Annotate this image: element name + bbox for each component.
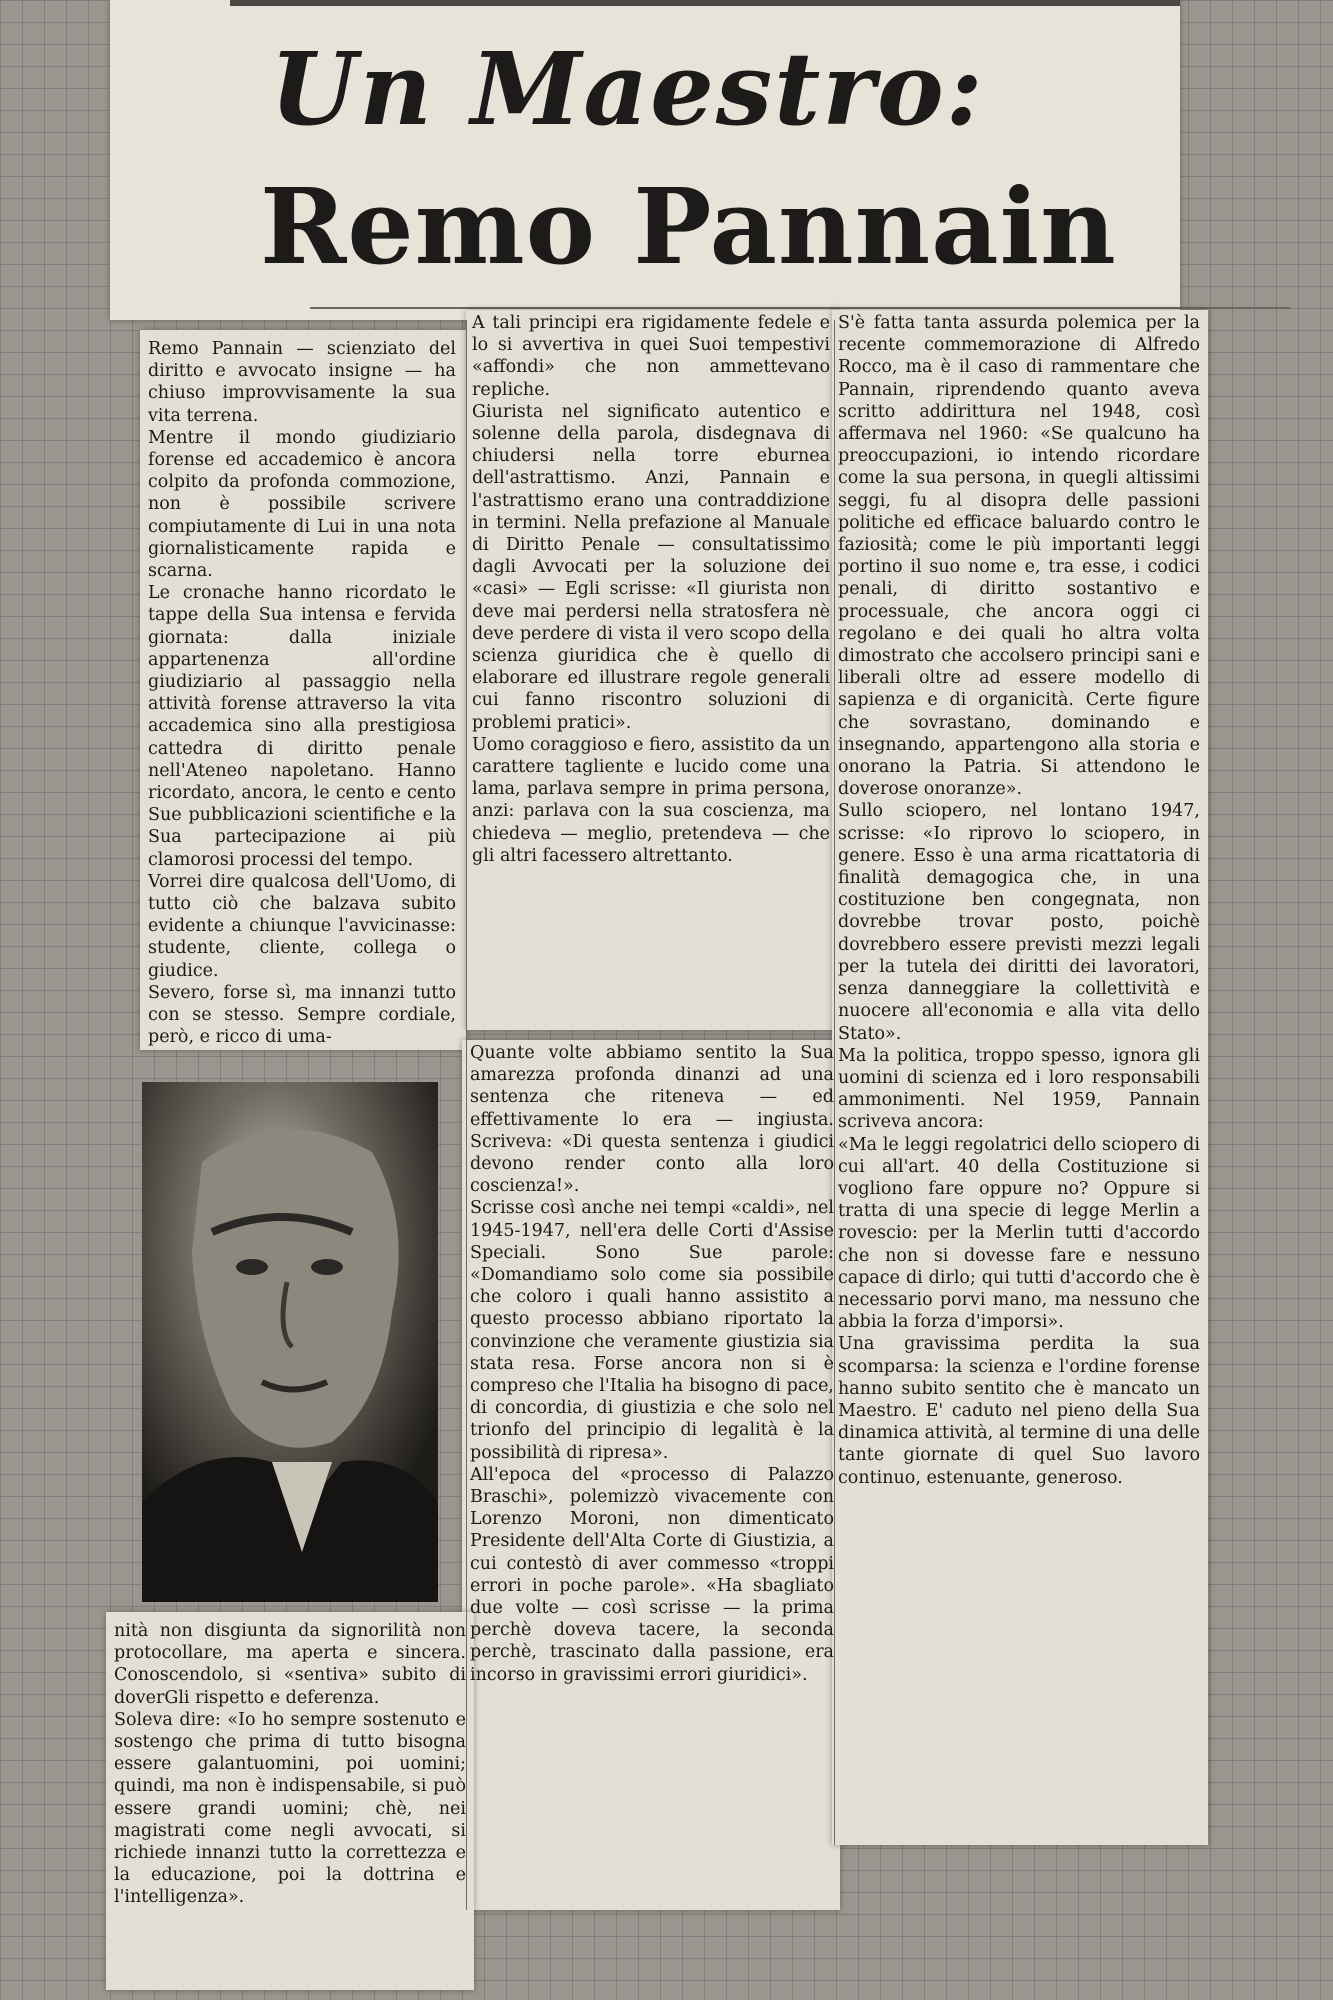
- article-column-3: S'è fatta tanta assurda polemica per la recente commemorazione di Alfredo Rocco, ma è il caso di rammentare che Pannain, riprendendo quanto aveva scritto addirittura nel 1948, così affermava nel 1960: «Se qualcuno ha preoccupazioni, io intendo ricordare come la sua persona, in quegli altissimi seggi, fu al disopra delle passioni politiche ed efficace baluardo contro le faziosità; come le più importanti leggi portino il suo nome e, tra esse, i codici penali, di diritto sostantivo e processuale, che ancora oggi ci regolano e dei quali ho altra volta dimostrato che accolsero principi sani e liberali oltre ad essere modello di sapienza e di organicità. Certe figure che sovrastano, dominando e insegnando, appartengono alla storia e onorano la Patria. Si attendono le doverose onoranze». Sullo sciopero, nel lontano 1947, scrisse: «Io riprovo lo sciopero, in genere. Esso è una arma ricattatoria di finalità demagogica che, in una costituzione ben congegnata, non dovrebbe trovar posto, poichè dovrebbero essere previsti mezzi legali per la tutela dei diritti dei lavoratori, senza danneggiare la collettività e nuocere all'economia e alla vita dello Stato». Ma la politica, troppo spesso, ignora gli uomini di scienza ed i loro responsabili ammonimenti. Nel 1959, Pannain scriveva ancora: «Ma le leggi regolatrici dello sciopero di cui all'art. 40 della Costituzione si vogliono fare oppure no? Oppure si tratta di una specie di legge Merlin a rovescio: per la Merlin tutti d'accordo che non si dovesse fare e nessuno capace di dirlo; qui tutti d'accordo che è necessario porvi mano, ma nessuno che abbia la forza d'imporsi». Una gravissima perdita la sua scomparsa: la scienza e l'ordine forense hanno subito sentito che è mancato un Maestro. E' caduto nel pieno della Sua dinamica attività, al termine di una delle tante giornate di quel Suo lavoro continuo, estenuante, generoso.: [838, 313, 1200, 1488]
- headline-line-2: Remo Pannain: [260, 165, 1117, 288]
- title-clipping: [110, 0, 1180, 320]
- portrait-image: [142, 1082, 438, 1602]
- column-divider-1: [466, 320, 467, 1910]
- article-column-2-bottom: Quante volte abbiamo sentito la Sua amarezza profonda dinanzi ad una sentenza che riteneva — ed effettivamente lo era — ingiusta. Scriveva: «Di questa sentenza i giudici devono render conto alla loro coscienza!». Scrisse così anche nei tempi «caldi», nel 1945-1947, nell'era delle Corti d'Assise Speciali. Sono Sue parole: «Domandiamo solo come sia possibile che coloro i quali hanno assistito a questo processo abbiano riportato la convinzione che veramente giustizia sia stata resa. Forse ancora non si è compreso che l'Italia ha bisogno di pace, di concordia, di giustizia e che solo nel trionfo del principio di legalità è la possibilità di ripresa». All'epoca del «processo di Palazzo Braschi», polemizzò vivacemente con Lorenzo Moroni, non dimenticato Presidente dell'Alta Corte di Giustizia, a cui contestò di aver commesso «troppi errori in poche parole». «Ha sbagliato due volte — così scrisse — la prima perchè doveva tacere, la seconda perchè, trascinato dalla passione, era incorso in gravissimi errori giuridici».: [470, 1043, 834, 1685]
- column-divider-2: [834, 320, 835, 1845]
- headline-line-1: Un Maestro:: [270, 30, 985, 148]
- article-column-1-top: Remo Pannain — scienziato del diritto e avvocato insigne — ha chiuso improvvisamente la sua vita terrena. Mentre il mondo giudiziario forense ed accademico è ancora colpito da profonda commozione, non è possibile scrivere compiutamente di Lui in una nota giornalisticamente rapida e scarna. Le cronache hanno ricordato le tappe della Sua intensa e fervida giornata: dalla iniziale appartenenza all'ordine giudiziario al passaggio nella attività forense attraverso la vita accademica sino alla prestigiosa cattedra di diritto penale nell'Ateneo napoletano. Hanno ricordato, ancora, le cento e cento Sue pubblicazioni scientifiche e la Sua partecipazione ai più clamorosi processi del tempo. Vorrei dire qualcosa dell'Uomo, di tutto ciò che balzava subito evidente a chiunque l'avvicinasse: studente, cliente, collega o giudice. Severo, forse sì, ma innanzi tutto con se stesso. Sempre cordiale, però, e ricco di uma-: [148, 339, 456, 1048]
- article-column-1-bottom: nità non disgiunta da signorilità non protocollare, ma aperta e sincera. Conoscendolo, si «sentiva» subito di doverGli rispetto e deferenza. Soleva dire: «Io ho sempre sostenuto e sostengo che prima di tutto bisogna essere galantuomini, poi uomini; quindi, ma non è indispensabile, si può essere grandi uomini; chè, nei magistrati come negli avvocati, si richiede innanzi tutto la correttezza e la educazione, poi la dottrina e l'intelligenza».: [114, 1621, 466, 1908]
- top-rule: [230, 0, 1180, 6]
- headline-rule: [310, 307, 1290, 309]
- portrait-photo: [142, 1082, 438, 1602]
- article-column-2-top: A tali principi era rigidamente fedele e lo si avvertiva in quei Suoi tempestivi «affondi» che non ammettevano repliche. Giurista nel significato autentico e solenne della parola, disdegnava di chiudersi nella torre eburnea dell'astrattismo. Anzi, Pannain e l'astrattismo erano una contraddizione in termini. Nella prefazione al Manuale di Diritto Penale — consultatissimo dagli Avvocati per la soluzione dei «casi» — Egli scrisse: «Il giurista non deve mai perdersi nella stratosfera nè deve perdere di vista il vero scopo della scienza giuridica che è quello di elaborare ed illustrare regole generali cui fanno riscontro soluzioni di problemi pratici». Uomo coraggioso e fiero, assistito da un carattere tagliente e lucido come una lama, parlava sempre in prima persona, anzi: parlava con la sua coscienza, ma chiedeva — meglio, pretendeva — che gli altri facessero altrettanto.: [472, 313, 830, 866]
